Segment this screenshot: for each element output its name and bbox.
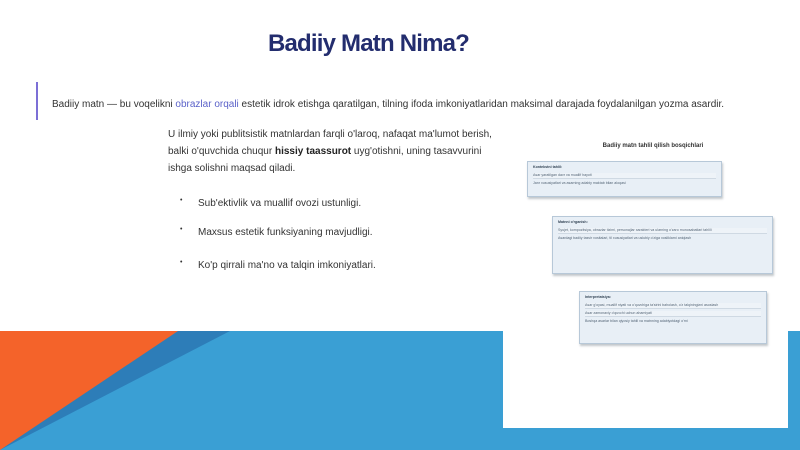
intro-part-2: uyg'otishni, uning tasavvurini ishga solishni maqsad qiladi. (168, 146, 482, 174)
bullet-text: Maxsus estetik funksiyaning mavjudligi. (198, 227, 373, 238)
slide-title: Badiiy Matn Nima? (267, 30, 470, 57)
definition-part-1: Badiiy matn — bu voqelikni (52, 99, 176, 110)
definition-highlight: obrazlar orqali (175, 99, 239, 110)
bullet-icon: • (180, 197, 183, 204)
card-item: Asar g'oyasi, muallif niyati va o'quvchiga ta'sirini baholash, o'z talqiningizni asoslash (585, 303, 761, 310)
bullet-text: Sub'ektivlik va muallif ovozi ustunligi. (198, 198, 362, 209)
intro-paragraph (168, 126, 498, 177)
definition-part-2: estetik idrok etishga qaratilgan, tilning ifoda imkoniyatlaridan maksimal darajada foydalanilgan yozma asardir. (238, 99, 725, 110)
bullet-icon: • (180, 226, 183, 233)
bullet-text: Ko'p qirrali ma'no va talqin imkoniyatlari. (198, 260, 376, 271)
card-heading: Interpretatsiya: (585, 295, 611, 299)
card-heading: Kontekstni tahlil: (533, 165, 563, 169)
bullet-icon: • (180, 259, 183, 266)
card-heading: Matnni o'rganish: (558, 220, 588, 224)
analysis-panel (503, 133, 788, 428)
analysis-card (552, 216, 773, 274)
analysis-card (527, 161, 722, 197)
card-item: Boshqa asarlar bilan qiyosiy tahlil va matnning adabiyotdagi o'rni (585, 318, 688, 323)
intro-bold: hissiy taassurot (274, 146, 352, 157)
definition-text (52, 99, 724, 110)
card-item: Asar zamonaviy o'quvchi uchun ahamiyati (585, 311, 761, 318)
panel-title: Badiiy matn tahlil qilish bosqichlari (602, 143, 704, 149)
card-item: Syujet, kompozitsiya, obrazlar tizimi, personajlar xarakteri va ularning o'zaro munosabatlari tahlili (558, 228, 767, 235)
accent-bar (36, 82, 38, 120)
analysis-card (579, 291, 767, 344)
card-item: Asardagi badiiy tasvir vositalari, til xususiyatlari va uslubiy o'ziga xosliklarni aniqlash (558, 235, 692, 240)
card-item: Asar yaratilgan davr va muallif hayoti (533, 173, 716, 180)
card-item: Janr xususiyatlari va asarning adabiy maktab bilan aloqasi (533, 180, 626, 185)
intro-part-1: U ilmiy yoki publitsistik matnlardan farqli o'laroq, nafaqat ma'lumot berish, balki o'quvchida chuqur (168, 129, 492, 157)
